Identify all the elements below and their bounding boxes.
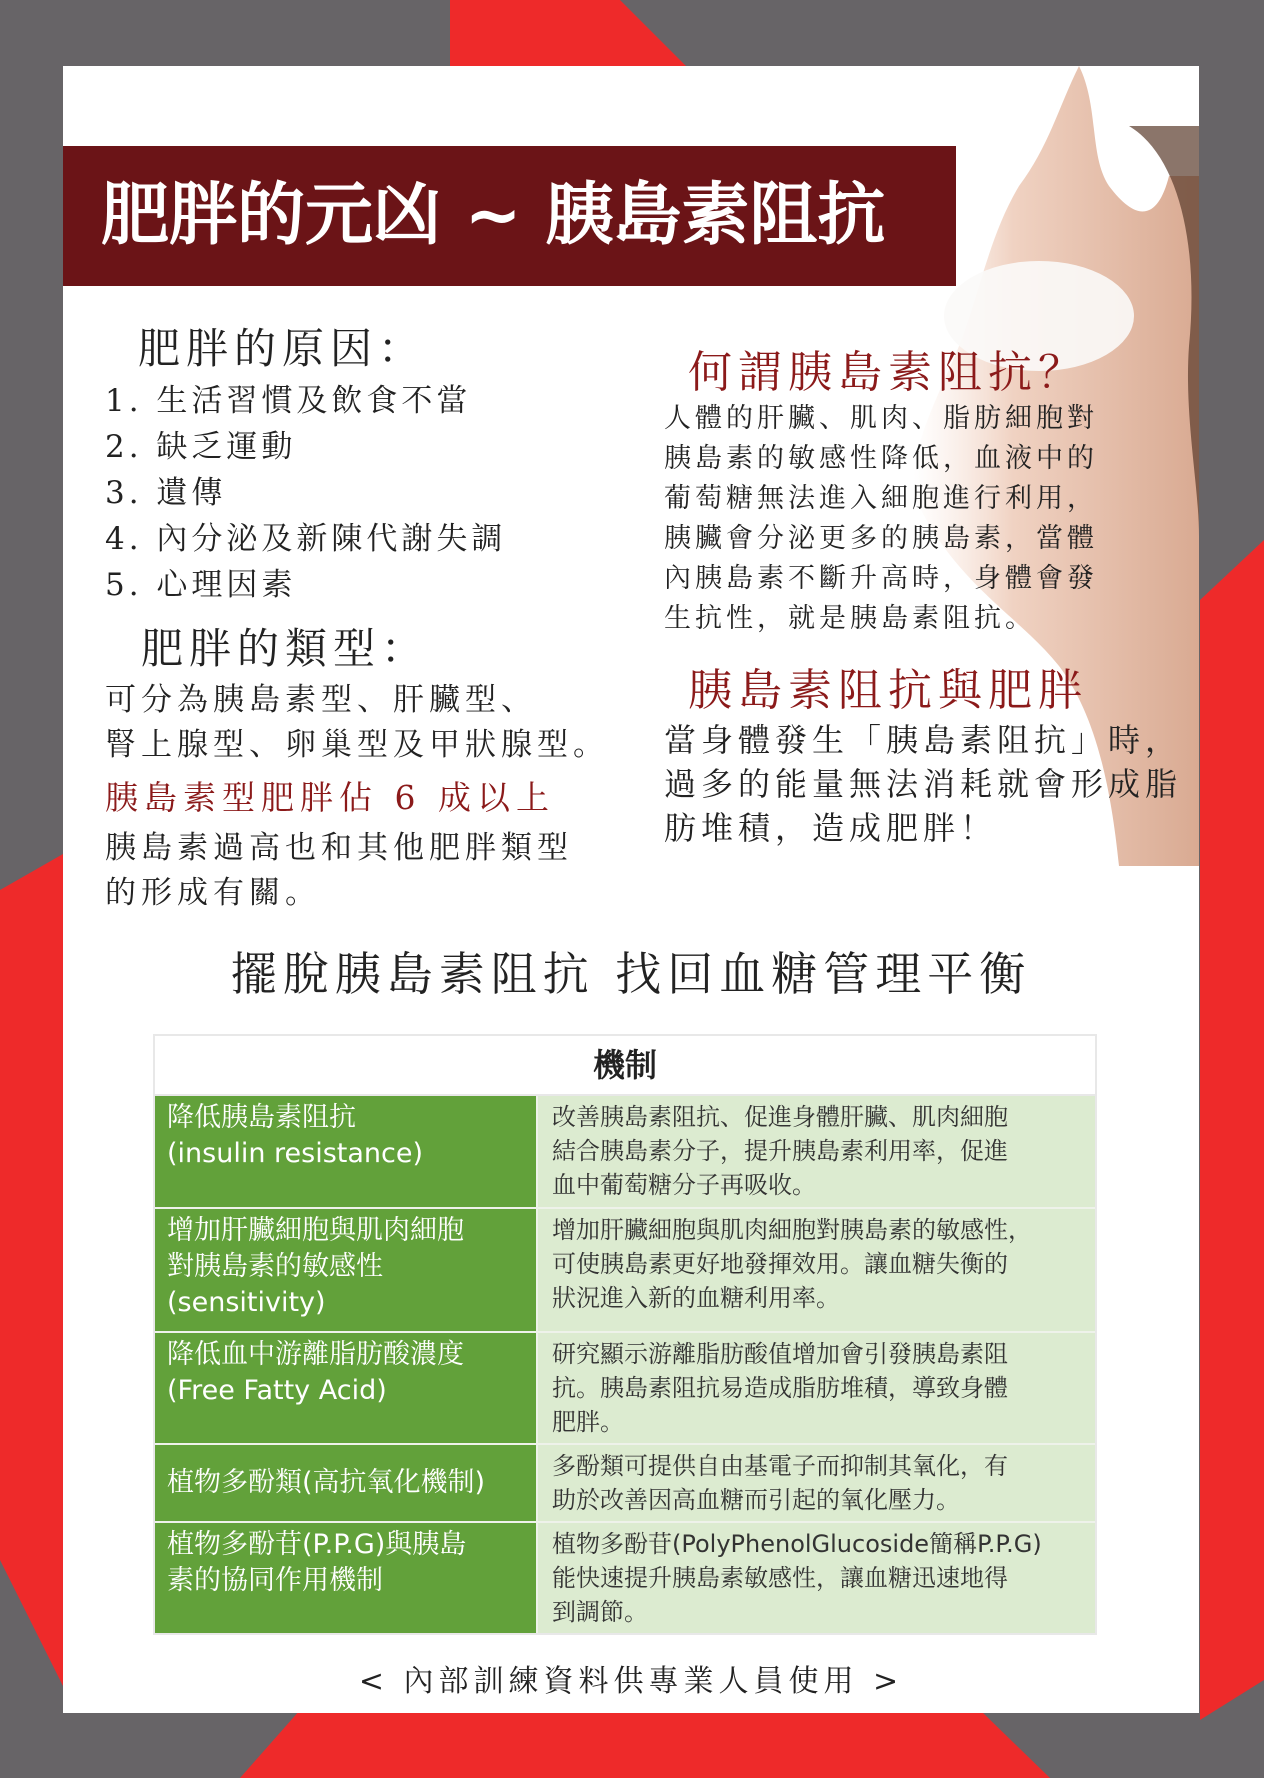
- table-row: [155, 1523, 1095, 1633]
- table-row: [155, 1096, 1095, 1209]
- table-cell-mechanism: [155, 1209, 538, 1331]
- cell-line: 抗。胰島素阻抗易造成脂肪堆積，導致身體: [552, 1374, 1008, 1402]
- types-heading: 肥胖的類型：: [141, 624, 430, 673]
- table-cell-mechanism: [155, 1523, 538, 1633]
- cell-line: 植物多酚苷(P.P.G)與胰島: [167, 1529, 467, 1560]
- text-line: 人體的肝臟、肌肉、脂肪細胞對: [664, 403, 1098, 434]
- cell-line: 降低胰島素阻抗: [167, 1102, 356, 1133]
- table-cell-description: [538, 1096, 1095, 1207]
- cell-line: 研究顯示游離脂肪酸值增加會引發胰島素阻: [552, 1340, 1008, 1368]
- causes-list: [105, 378, 506, 608]
- cell-line: 植物多酚苷(PolyPhenolGlucoside簡稱P.P.G): [552, 1530, 1042, 1558]
- cell-line: 對胰島素的敏感性: [167, 1251, 383, 1282]
- text-line: 葡萄糖無法進入細胞進行利用，: [664, 483, 1098, 514]
- cell-line: 狀況進入新的血糖利用率。: [552, 1284, 840, 1312]
- table-cell-mechanism: [155, 1096, 538, 1207]
- table-cell-mechanism: [155, 1445, 538, 1521]
- types-text-line: 腎上腺型、卵巢型及甲狀腺型。: [105, 727, 609, 763]
- cell-line: (insulin resistance): [167, 1138, 424, 1169]
- list-item: 3. 遺傳: [105, 475, 227, 511]
- relation-text: [664, 718, 1184, 850]
- cell-line: 到調節。: [552, 1598, 648, 1626]
- causes-heading: 肥胖的原因：: [138, 324, 427, 373]
- table-row: [155, 1333, 1095, 1445]
- page-title: 肥胖的元凶 ~ 胰島素阻抗: [63, 146, 956, 286]
- cell-line: 助於改善因高血糖而引起的氧化壓力。: [552, 1486, 960, 1514]
- text-line: 肪堆積，造成肥胖！: [664, 809, 998, 847]
- cell-line: 多酚類可提供自由基電子而抑制其氧化，有: [552, 1452, 1008, 1480]
- types-note-line: 的形成有關。: [105, 875, 321, 911]
- list-item: 5. 心理因素: [105, 567, 297, 603]
- cell-line: 結合胰島素分子，提升胰島素利用率，促進: [552, 1137, 1008, 1165]
- text-line: 當身體發生「胰島素阻抗」時，: [664, 721, 1183, 759]
- table-cell-description: [538, 1445, 1095, 1521]
- table-cell-description: [538, 1523, 1095, 1633]
- cell-line: (Free Fatty Acid): [167, 1375, 387, 1406]
- cell-line: 增加肝臟細胞與肌肉細胞: [167, 1215, 464, 1246]
- cell-line: 可使胰島素更好地發揮效用。讓血糖失衡的: [552, 1250, 1008, 1278]
- what-is-heading: 何謂胰島素阻抗？: [688, 347, 1088, 398]
- cell-line: 降低血中游離脂肪酸濃度: [167, 1339, 464, 1370]
- cell-line: 改善胰島素阻抗、促進身體肝臟、肌肉細胞: [552, 1103, 1008, 1131]
- cell-line: 植物多酚類(高抗氧化機制): [167, 1467, 486, 1498]
- mechanism-table: [153, 1034, 1097, 1635]
- list-item: 4. 內分泌及新陳代謝失調: [105, 521, 507, 557]
- text-line: 過多的能量無法消耗就會形成脂: [664, 765, 1183, 803]
- insulin-type-highlight: 胰島素型肥胖佔 6 成以上: [105, 778, 555, 817]
- list-item: 1. 生活習慣及飲食不當: [105, 383, 472, 419]
- slogan: 擺脫胰島素阻抗 找回血糖管理平衡: [230, 947, 1032, 1001]
- table-header: 機制: [155, 1036, 1095, 1096]
- table-cell-description: [538, 1209, 1095, 1331]
- cell-line: 血中葡萄糖分子再吸收。: [552, 1171, 816, 1199]
- flyer-page: [63, 66, 1199, 1713]
- cell-line: 能快速提升胰島素敏感性，讓血糖迅速地得: [552, 1564, 1008, 1592]
- cell-line: 素的協同作用機制: [167, 1565, 383, 1596]
- cell-line: 增加肝臟細胞與肌肉細胞對胰島素的敏感性，: [552, 1216, 1032, 1244]
- text-line: 胰島素的敏感性降低，血液中的: [664, 443, 1098, 474]
- table-cell-mechanism: [155, 1333, 538, 1443]
- cell-line: (sensitivity): [167, 1287, 326, 1318]
- text-line: 生抗性，就是胰島素阻抗。: [664, 603, 1036, 634]
- what-is-text: [664, 399, 1134, 639]
- types-note-line: 胰島素過高也和其他肥胖類型: [105, 830, 573, 866]
- table-row: [155, 1445, 1095, 1523]
- cell-line: 肥胖。: [552, 1408, 624, 1436]
- table-row: [155, 1209, 1095, 1333]
- table-cell-description: [538, 1333, 1095, 1443]
- relation-heading: 胰島素阻抗與肥胖: [688, 665, 1088, 716]
- types-text-line: 可分為胰島素型、肝臟型、: [105, 682, 537, 718]
- text-line: 胰臟會分泌更多的胰島素，當體: [664, 523, 1098, 554]
- text-line: 內胰島素不斷升高時，身體會發: [664, 563, 1098, 594]
- footer-note: < 內部訓練資料供專業人員使用 >: [358, 1664, 904, 1699]
- list-item: 2. 缺乏運動: [105, 429, 297, 465]
